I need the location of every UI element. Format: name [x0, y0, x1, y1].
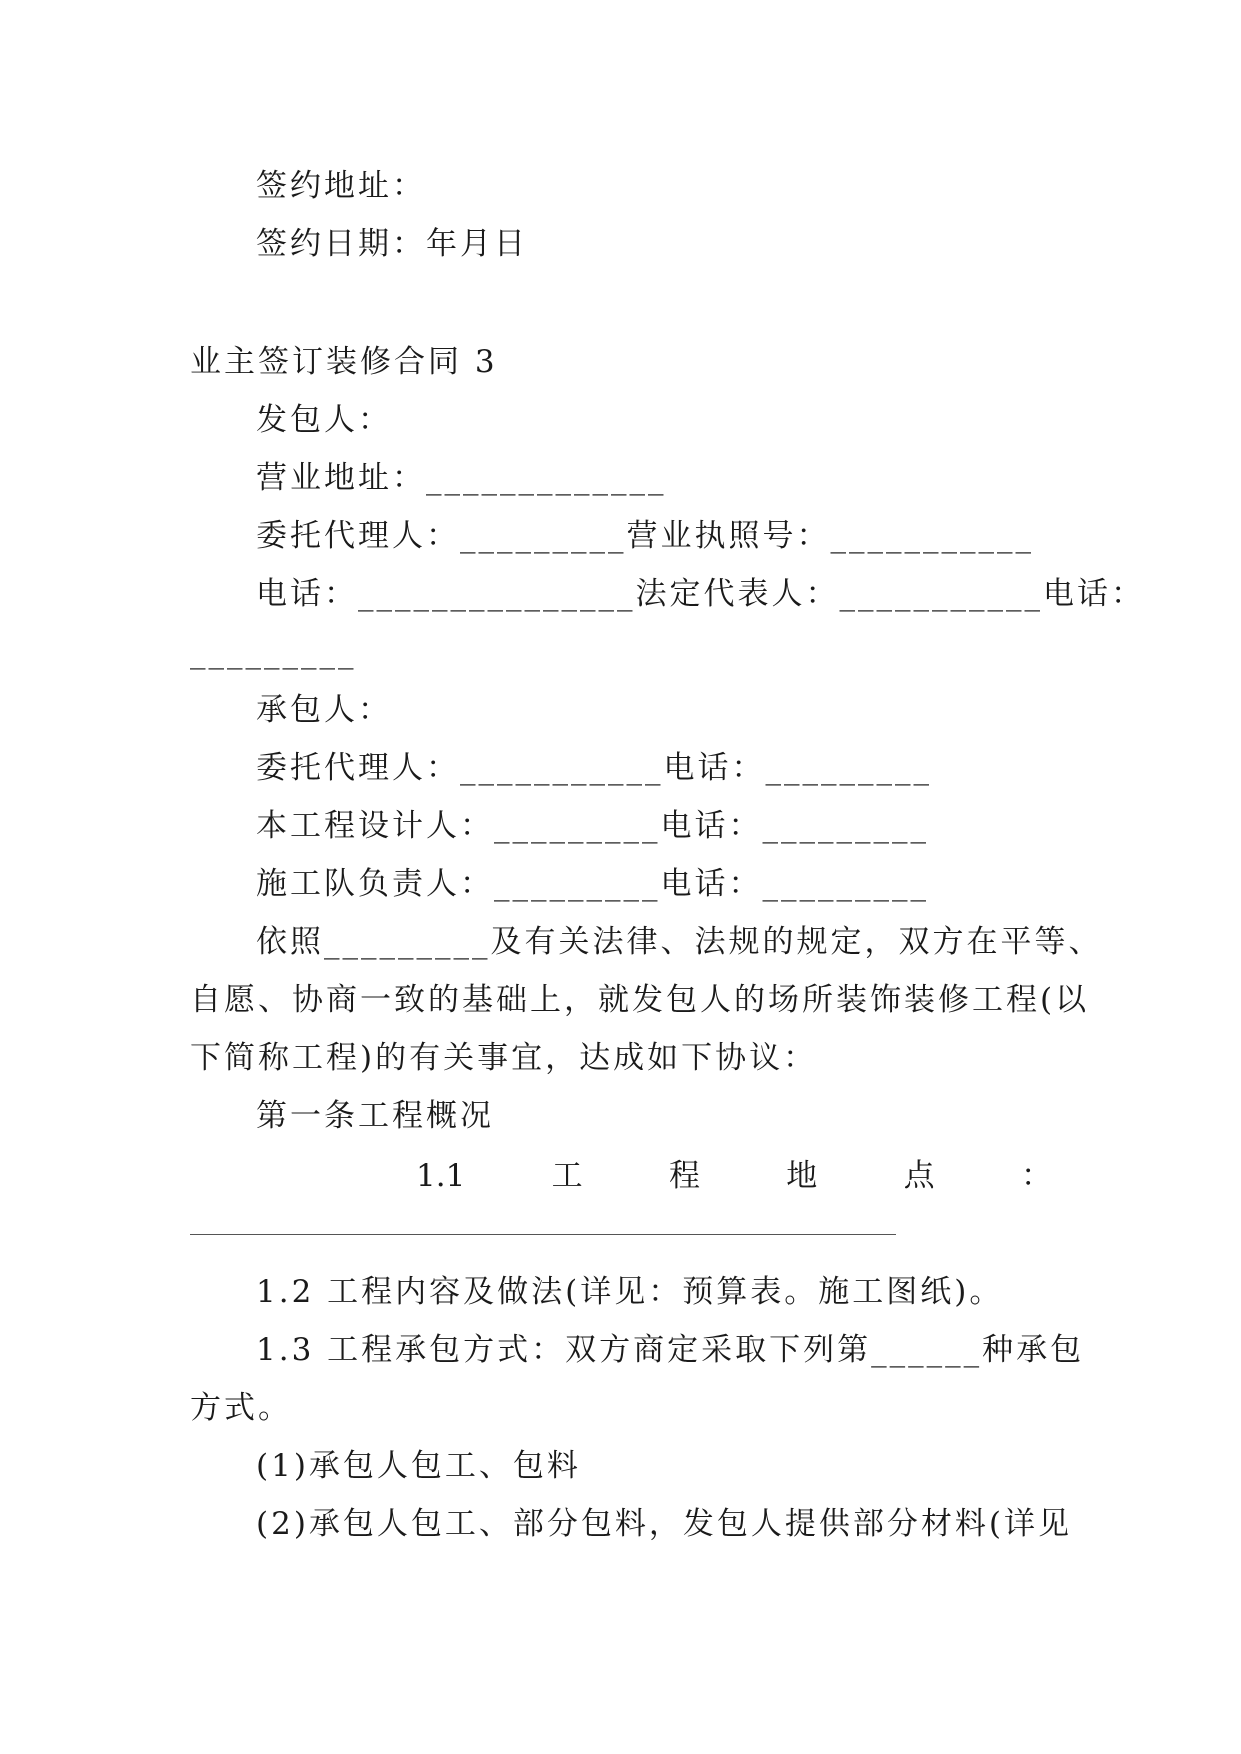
foreman-phone-line: 施工队负责人：_________电话：_________ — [256, 866, 929, 902]
blank-underline — [190, 1234, 896, 1235]
party-a-line: 发包人： — [256, 402, 392, 438]
article-1-heading: 第一条工程概况 — [256, 1098, 494, 1134]
basis-paragraph-line-2: 自愿、协商一致的基础上，就发包人的场所装饰装修工程(以 — [190, 982, 1090, 1018]
business-address-line: 营业地址：_____________ — [256, 460, 667, 496]
option-1-line: (1)承包人包工、包料 — [256, 1448, 581, 1484]
sign-date-line: 签约日期：年月日 — [256, 226, 528, 262]
agent-phone-line: 委托代理人：___________电话：_________ — [256, 750, 932, 786]
item-1-1-line — [190, 1156, 1052, 1196]
section-title: 业主签订装修合同 3 — [190, 344, 498, 380]
basis-paragraph-line-3: 下简称工程)的有关事宜，达成如下协议： — [190, 1040, 818, 1076]
sign-place-line: 签约地址： — [256, 168, 426, 204]
item-1-3-line-2: 方式。 — [190, 1390, 292, 1426]
designer-phone-line: 本工程设计人：_________电话：_________ — [256, 808, 929, 844]
phone-legal-rep-line: 电话：_______________法定代表人：___________电话： — [256, 576, 1145, 612]
item-1-1-char: 工 — [551, 1158, 583, 1194]
basis-paragraph-line-1: 依照_________及有关法律、法规的规定，双方在平等、 — [256, 924, 1103, 960]
party-b-line: 承包人： — [256, 692, 392, 728]
agent-license-line: 委托代理人：_________营业执照号：___________ — [256, 518, 1034, 554]
item-1-1-char: 点 — [903, 1158, 935, 1194]
item-1-1-char: 程 — [668, 1158, 700, 1194]
item-1-1-number: 1.1 — [416, 1158, 466, 1194]
item-1-1-char: 地 — [786, 1158, 818, 1194]
item-1-1-colon: ： — [1020, 1158, 1052, 1194]
option-2-line: (2)承包人包工、部分包料，发包人提供部分材料(详见 — [256, 1506, 1073, 1542]
phone-continuation-line: _________ — [190, 634, 357, 670]
item-1-2-line: 1.2 工程内容及做法(详见：预算表。施工图纸)。 — [256, 1274, 1004, 1310]
item-1-3-line-1: 1.3 工程承包方式：双方商定采取下列第______种承包 — [256, 1332, 1085, 1368]
